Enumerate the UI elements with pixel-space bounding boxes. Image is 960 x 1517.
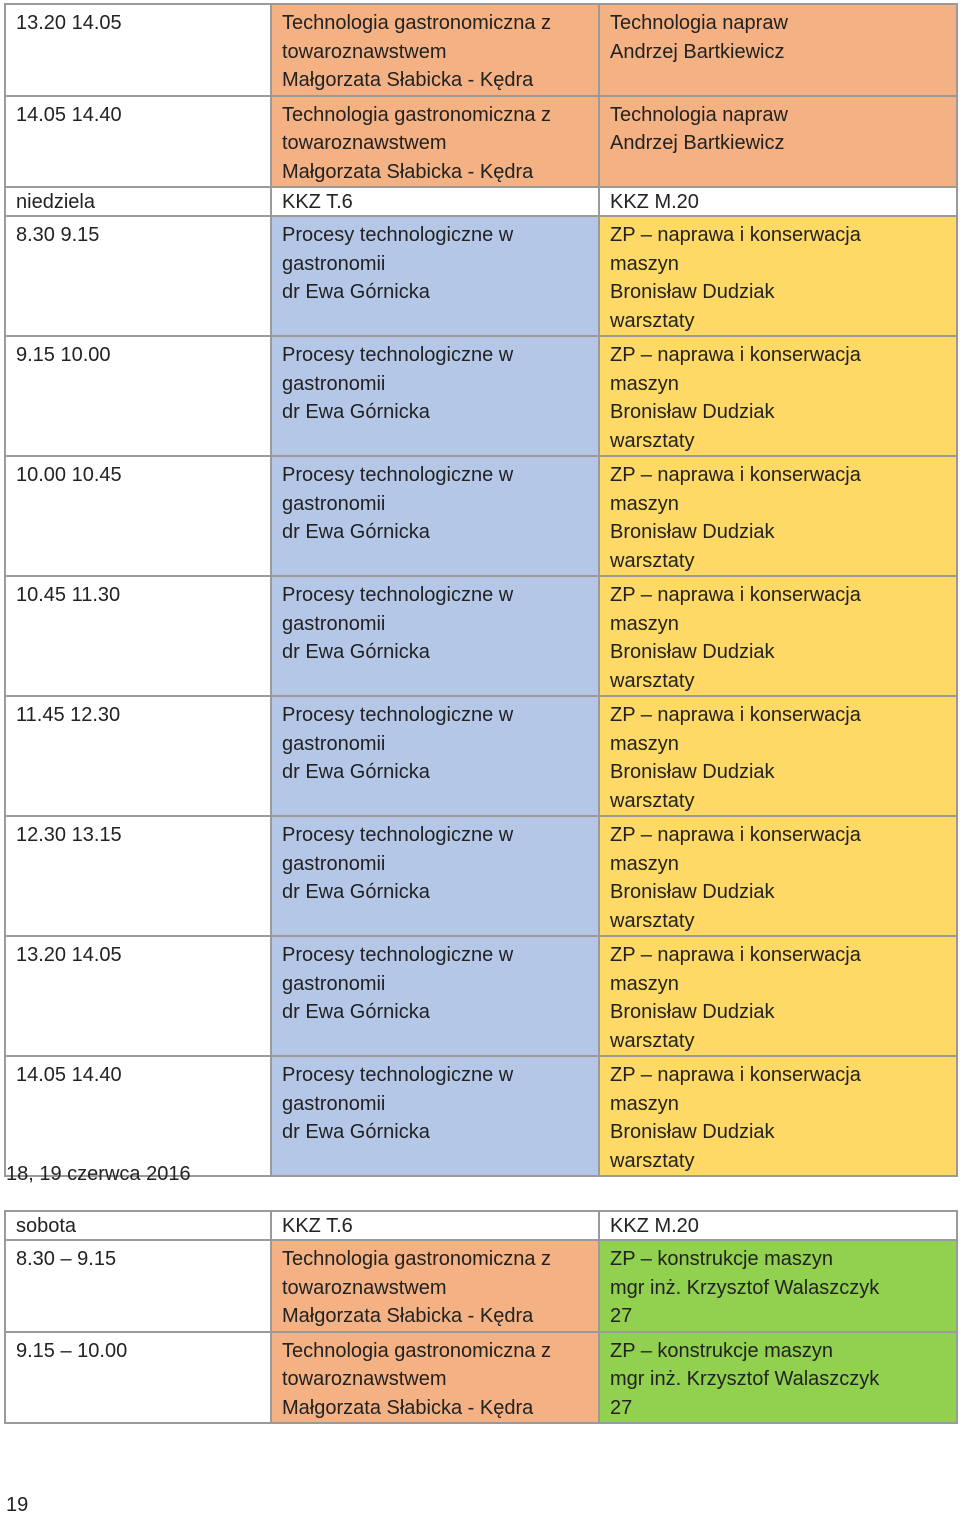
time-cell: 11.45 12.30 xyxy=(5,696,271,816)
class-cell-procesy-technologiczne: Procesy technologiczne w gastronomii dr Ewa Górnicka xyxy=(271,696,599,816)
class-cell-procesy-technologiczne: Procesy technologiczne w gastronomii dr Ewa Górnicka xyxy=(271,936,599,1056)
table-row xyxy=(5,1332,957,1424)
class-cell-procesy-technologiczne: Procesy technologiczne w gastronomii dr Ewa Górnicka xyxy=(271,576,599,696)
table-row xyxy=(5,216,957,336)
class-cell-zp-naprawa: ZP – naprawa i konserwacja maszyn Bronisław Dudziak warsztaty xyxy=(599,816,957,936)
table-row xyxy=(5,1056,957,1176)
table-row xyxy=(5,936,957,1056)
page-number: 19 xyxy=(6,1494,29,1516)
schedule-table-saturday xyxy=(4,1210,958,1424)
time-cell: 10.00 10.45 xyxy=(5,456,271,576)
class-cell-zp-naprawa: ZP – naprawa i konserwacja maszyn Bronisław Dudziak warsztaty xyxy=(599,336,957,456)
table-row xyxy=(5,1240,957,1332)
table-row xyxy=(5,576,957,696)
class-cell-zp-naprawa: ZP – naprawa i konserwacja maszyn Bronisław Dudziak warsztaty xyxy=(599,696,957,816)
class-cell-zp-naprawa: ZP – naprawa i konserwacja maszyn Bronisław Dudziak warsztaty xyxy=(599,936,957,1056)
class-cell-technologia-napraw: Technologia napraw Andrzej Bartkiewicz xyxy=(599,4,957,96)
class-cell-zp-konstrukcje: ZP – konstrukcje maszyn mgr inż. Krzysztof Walaszczyk 27 xyxy=(599,1240,957,1332)
time-cell: 13.20 14.05 xyxy=(5,4,271,96)
time-cell: 10.45 11.30 xyxy=(5,576,271,696)
class-cell-procesy-technologiczne: Procesy technologiczne w gastronomii dr Ewa Górnicka xyxy=(271,336,599,456)
date-heading: 18, 19 czerwca 2016 xyxy=(6,1163,191,1185)
class-cell-procesy-technologiczne: Procesy technologiczne w gastronomii dr Ewa Górnicka xyxy=(271,816,599,936)
class-cell-technologia-gastronomiczna: Technologia gastronomiczna z towaroznawstwem Małgorzata Słabicka - Kędra xyxy=(271,1332,599,1424)
time-cell: 8.30 – 9.15 xyxy=(5,1240,271,1332)
class-cell-technologia-napraw: Technologia napraw Andrzej Bartkiewicz xyxy=(599,96,957,188)
class-cell-zp-naprawa: ZP – naprawa i konserwacja maszyn Bronisław Dudziak warsztaty xyxy=(599,576,957,696)
room-label-b: KKZ M.20 xyxy=(599,1211,957,1240)
class-cell-procesy-technologiczne: Procesy technologiczne w gastronomii dr Ewa Górnicka xyxy=(271,456,599,576)
table-row xyxy=(5,696,957,816)
class-cell-technologia-gastronomiczna: Technologia gastronomiczna z towaroznawstwem Małgorzata Słabicka - Kędra xyxy=(271,96,599,188)
day-header-row xyxy=(5,1211,957,1240)
time-cell: 14.05 14.40 xyxy=(5,96,271,188)
class-cell-zp-naprawa: ZP – naprawa i konserwacja maszyn Bronisław Dudziak warsztaty xyxy=(599,216,957,336)
room-label-a: KKZ T.6 xyxy=(271,1211,599,1240)
table-row xyxy=(5,336,957,456)
room-label-b: KKZ M.20 xyxy=(599,187,957,216)
table-row xyxy=(5,96,957,188)
table-row xyxy=(5,4,957,96)
class-cell-technologia-gastronomiczna: Technologia gastronomiczna z towaroznawstwem Małgorzata Słabicka - Kędra xyxy=(271,1240,599,1332)
class-cell-procesy-technologiczne: Procesy technologiczne w gastronomii dr Ewa Górnicka xyxy=(271,216,599,336)
class-cell-zp-naprawa: ZP – naprawa i konserwacja maszyn Bronisław Dudziak warsztaty xyxy=(599,456,957,576)
schedule-table-sunday xyxy=(4,3,958,1177)
time-cell: 8.30 9.15 xyxy=(5,216,271,336)
time-cell: 9.15 – 10.00 xyxy=(5,1332,271,1424)
class-cell-technologia-gastronomiczna: Technologia gastronomiczna z towaroznawstwem Małgorzata Słabicka - Kędra xyxy=(271,4,599,96)
day-label: niedziela xyxy=(5,187,271,216)
day-label: sobota xyxy=(5,1211,271,1240)
class-cell-zp-naprawa: ZP – naprawa i konserwacja maszyn Bronisław Dudziak warsztaty xyxy=(599,1056,957,1176)
room-label-a: KKZ T.6 xyxy=(271,187,599,216)
class-cell-zp-konstrukcje: ZP – konstrukcje maszyn mgr inż. Krzysztof Walaszczyk 27 xyxy=(599,1332,957,1424)
time-cell: 12.30 13.15 xyxy=(5,816,271,936)
table-row xyxy=(5,456,957,576)
time-cell: 14.05 14.40 xyxy=(5,1056,271,1176)
day-header-row xyxy=(5,187,957,216)
time-cell: 13.20 14.05 xyxy=(5,936,271,1056)
table-row xyxy=(5,816,957,936)
time-cell: 9.15 10.00 xyxy=(5,336,271,456)
class-cell-procesy-technologiczne: Procesy technologiczne w gastronomii dr Ewa Górnicka xyxy=(271,1056,599,1176)
